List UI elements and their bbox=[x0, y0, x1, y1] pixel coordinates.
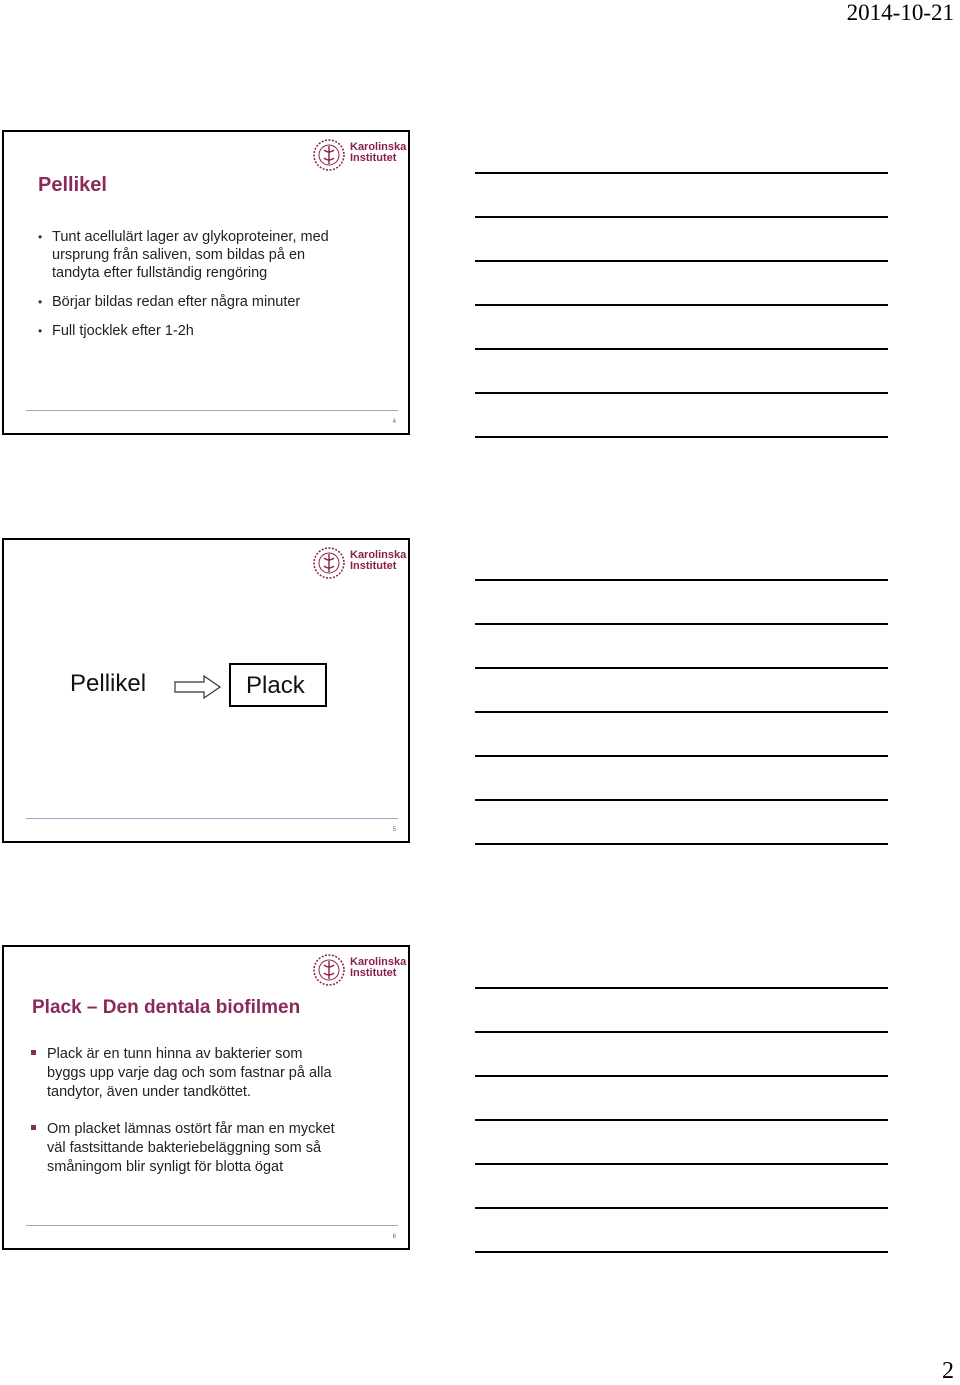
karolinska-logo bbox=[312, 138, 407, 172]
note-line bbox=[475, 1163, 888, 1165]
logo-line-2: Institutet bbox=[350, 152, 397, 164]
note-line bbox=[475, 348, 888, 350]
bullet-line: tandytor, även under tandköttet. bbox=[47, 1084, 251, 1100]
logo-line-1: Karolinska bbox=[350, 956, 407, 968]
print-date: 2014-10-21 bbox=[846, 0, 954, 25]
note-line bbox=[475, 304, 888, 306]
bullet-list bbox=[47, 1045, 335, 1176]
diagram-label-to: Plack bbox=[246, 672, 305, 699]
bullet-line: Plack är en tunn hinna av bakterier som bbox=[47, 1046, 303, 1062]
square-bullet-icon bbox=[31, 1125, 36, 1130]
bullet-icon: • bbox=[38, 230, 43, 244]
square-bullet-icon bbox=[31, 1050, 36, 1055]
note-line bbox=[475, 711, 888, 713]
bullet-line: tandyta efter fullständig rengöring bbox=[52, 265, 268, 281]
logo-line-2: Institutet bbox=[350, 560, 397, 572]
logo-text bbox=[350, 550, 406, 572]
bullet-line: småningom blir synligt för blotta ögat bbox=[47, 1159, 284, 1175]
logo-line-1: Karolinska bbox=[350, 549, 407, 561]
slide-title: Pellikel bbox=[38, 174, 107, 196]
logo-line-2: Institutet bbox=[350, 967, 397, 979]
bullet-item bbox=[38, 322, 329, 340]
bullet-item bbox=[47, 1045, 335, 1101]
note-line bbox=[475, 1251, 888, 1253]
slide-title: Plack – Den dentala biofilmen bbox=[32, 997, 301, 1018]
diagram-label-from: Pellikel bbox=[70, 670, 147, 697]
note-line bbox=[475, 172, 888, 174]
slide-plack bbox=[2, 945, 410, 1250]
note-line bbox=[475, 843, 888, 845]
slide-number: 6 bbox=[392, 1234, 396, 1240]
note-line bbox=[475, 1119, 888, 1121]
note-line bbox=[475, 623, 888, 625]
note-line bbox=[475, 1075, 888, 1077]
seal-icon bbox=[312, 546, 346, 580]
arrow-right-icon bbox=[174, 674, 222, 700]
bullet-line: byggs upp varje dag och som fastnar på alla bbox=[47, 1065, 332, 1081]
slide-diagram bbox=[2, 538, 410, 843]
bullet-icon: • bbox=[38, 295, 43, 309]
slide-number: 4 bbox=[392, 419, 396, 425]
bullet-item bbox=[38, 293, 329, 311]
note-line bbox=[475, 260, 888, 262]
bullet-line: Börjar bildas redan efter några minuter bbox=[52, 294, 301, 310]
bullet-item bbox=[38, 228, 329, 282]
slide-pellikel bbox=[2, 130, 410, 435]
note-line bbox=[475, 436, 888, 438]
bullet-item bbox=[47, 1120, 335, 1176]
slide-number: 5 bbox=[392, 827, 396, 833]
logo-text bbox=[350, 142, 406, 164]
logo-text bbox=[350, 957, 406, 979]
karolinska-logo bbox=[312, 546, 407, 580]
bullet-line: ursprung från saliven, som bildas på en bbox=[52, 247, 306, 263]
bullet-line: Om placket lämnas ostört får man en mycket bbox=[47, 1121, 335, 1137]
bullet-icon: • bbox=[38, 324, 43, 338]
note-line bbox=[475, 667, 888, 669]
note-line bbox=[475, 216, 888, 218]
page-number: 2 bbox=[942, 1358, 954, 1384]
slide-footer-line bbox=[26, 410, 398, 411]
diagram-box-to bbox=[229, 663, 327, 707]
note-line bbox=[475, 1031, 888, 1033]
bullet-line: Tunt acellulärt lager av glykoproteiner, med bbox=[52, 229, 329, 245]
bullet-line: Full tjocklek efter 1-2h bbox=[52, 323, 194, 339]
slide-footer-line bbox=[26, 1225, 398, 1226]
note-line bbox=[475, 799, 888, 801]
logo-line-1: Karolinska bbox=[350, 141, 407, 153]
note-line bbox=[475, 987, 888, 989]
seal-icon bbox=[312, 138, 346, 172]
note-line bbox=[475, 1207, 888, 1209]
slide-footer-line bbox=[26, 818, 398, 819]
bullet-line: väl fastsittande bakteriebeläggning som så bbox=[47, 1140, 322, 1156]
karolinska-logo bbox=[312, 953, 407, 987]
note-line bbox=[475, 392, 888, 394]
note-line bbox=[475, 579, 888, 581]
note-line bbox=[475, 755, 888, 757]
seal-icon bbox=[312, 953, 346, 987]
bullet-list bbox=[38, 228, 329, 340]
